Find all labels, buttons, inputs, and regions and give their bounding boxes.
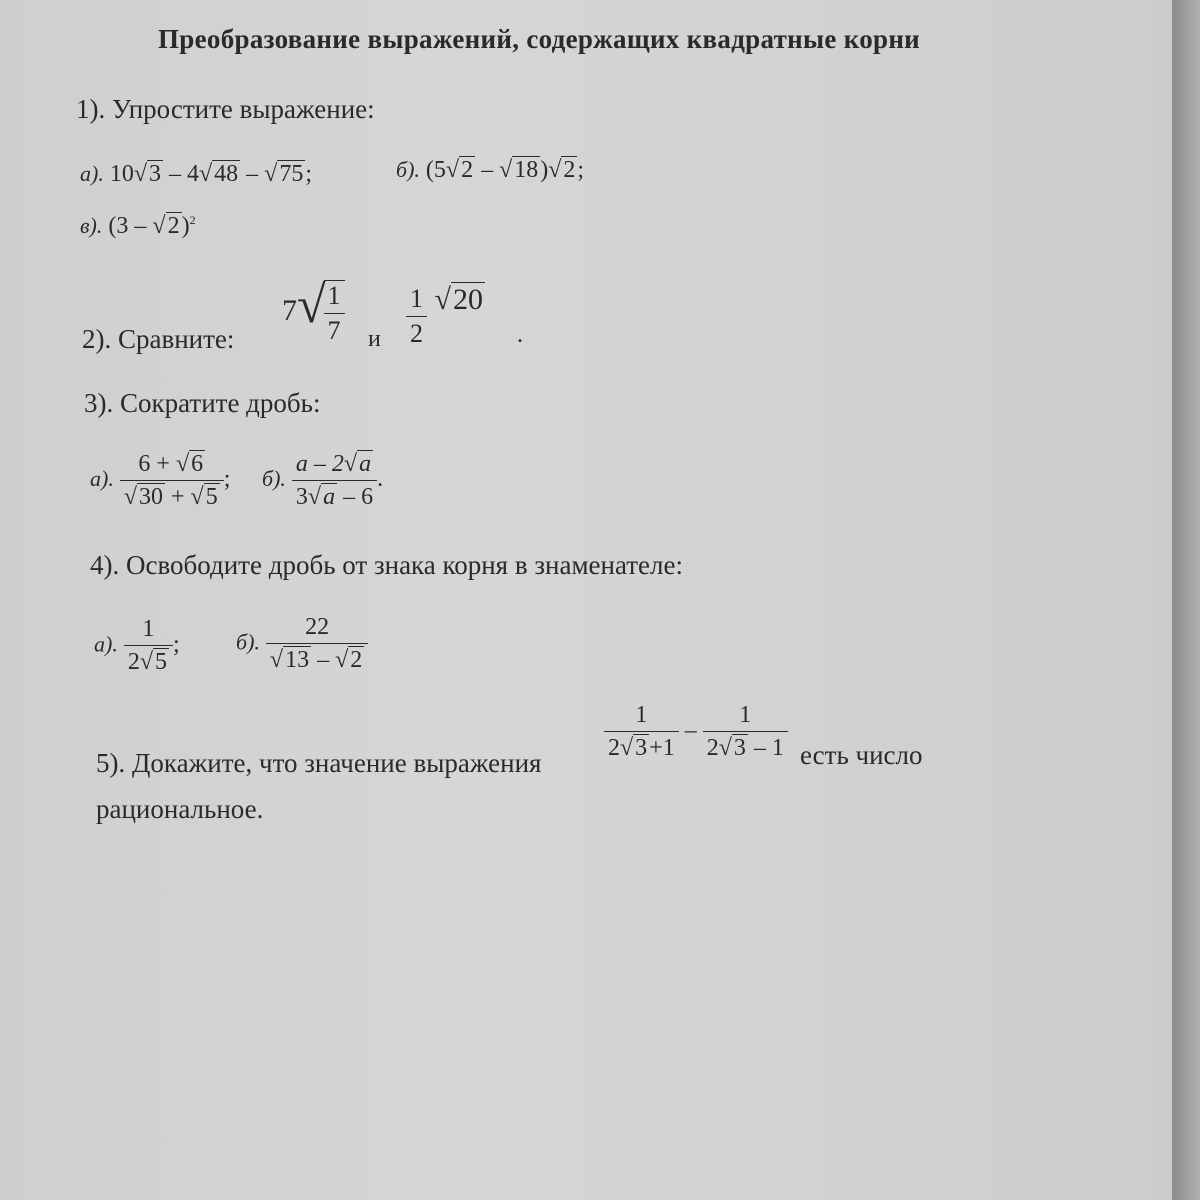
task-1b: б). (5√2 – √18)√2; [396,157,585,183]
task-1-heading: 1). Упростите выражение: [76,94,375,124]
task-4a: а). $\frac{1}{2√5}$ ; [94,616,180,675]
page-title: Преобразование выражений, содержащих квадратные корни [158,24,921,54]
task-3a: а). $\frac{6 + √6}{√30 + √5}$ ; [90,451,231,510]
task-3b: б). $\frac{a - 2√a}{3√a - 6}$ . [262,451,384,510]
task-2-expr-2: $\frac{1}{2}$ √20 [406,282,485,349]
task-2-and: и [368,326,381,352]
task-3-heading: 3). Сократите дробь: [84,388,321,418]
paper-edge [1172,0,1200,1200]
task-5-text: 5). Докажите, что значение выражения [96,748,542,778]
task-5-line2: рациональное. [96,794,264,824]
task-1a-label: а). [80,161,104,186]
task-1c: в). (3 – √2)$^2$ [80,213,196,239]
task-5-expression: $\frac{1}{2√3+1}$ – $\frac{1}{2√3 - 1}$ [604,702,788,762]
task-1b-label: б). [396,157,420,182]
task-2-expr-1: 7 √ $\frac{1}{7}$ [282,280,345,346]
task-1c-label: в). [80,213,103,238]
task-4-heading: 4). Освободите дробь от знака корня в знаменателе: [90,550,683,580]
task-5-text-after: есть число [800,740,923,770]
task-4b: б). $\frac{22}{√13 - √2}$ [236,614,368,674]
task-1a: а). 10√3 – 4√48 – √75; [80,161,313,187]
task-2-heading: 2). Сравните: [82,324,235,354]
